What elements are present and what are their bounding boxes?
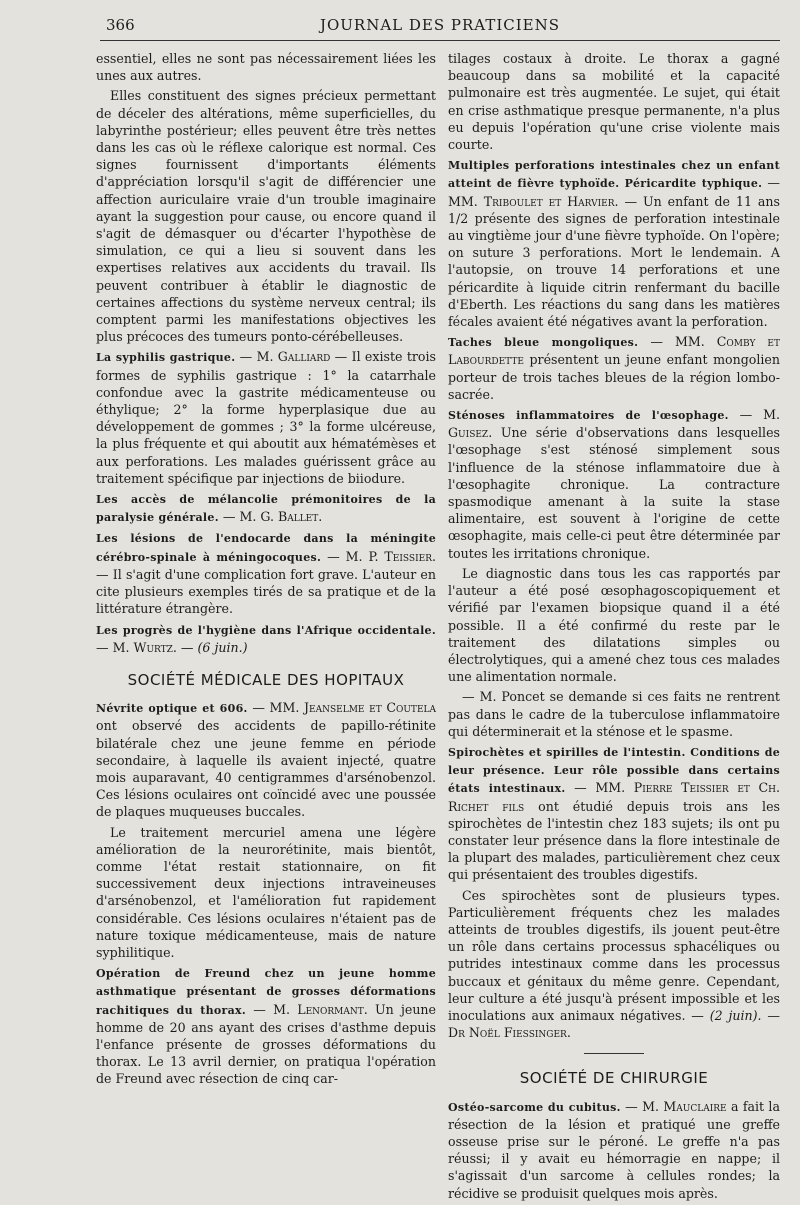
entry-title: Ostéo-sarcome du cubitus. bbox=[448, 1100, 621, 1114]
paragraph: tilages costaux à droite. Le thorax a gagné beaucoup dans sa mobilité et la capacité pulmonaire est très augmentée. Le sujet, qui était en crise asthmatique presque permanente, n'a plus eu depuis l'opération qu'une crise violente mais courte. bbox=[448, 51, 780, 153]
left-column bbox=[96, 50, 436, 1091]
running-header bbox=[100, 14, 780, 41]
abstract-entry bbox=[448, 156, 780, 330]
entry-text: a fait la résection de la lésion et pratiqué une greffe osseuse prise sur le péroné. Le greffe n'a pas réussi; il y avait eu hémorragie en nappe; il s'agissait d'un sarcome à cellules rondes; la récidive se produisit quelques mois après. bbox=[448, 1098, 780, 1201]
entry-title: Sténoses inflammatoires de l'œsophage. bbox=[448, 409, 729, 423]
entry-author: — M. Lenormant. bbox=[253, 1001, 368, 1017]
entry-author: — MM. Jeanselme et Coutela bbox=[252, 700, 436, 716]
abstract-entry bbox=[96, 964, 436, 1087]
paragraph: Le traitement mercuriel amena une légère amélioration de la neurorétinite, mais bientôt, comme l'état restait stationnaire, on fit successivement deux injections intraveineuses d'arsénobenzol, et l'amélioration fut rapidement considérable. Ces lésions oculaires n'étaient pas de nature toxique médicamenteuse, mais de nature syphilitique. bbox=[96, 824, 436, 960]
abstract-entry bbox=[96, 490, 436, 526]
entry-title: La syphilis gastrique. bbox=[96, 351, 236, 365]
abstract-entry bbox=[448, 406, 780, 562]
entry-text: — Il s'agit d'une complication fort grave. L'auteur en cite plusieurs exemples tirés de sa pratique et de la littérature étrangère. bbox=[96, 566, 436, 617]
abstract-entry bbox=[96, 348, 436, 487]
entry-title: Multiples perforations intestinales chez un enfant atteint de fièvre typhoïde. Péricardite typhique. bbox=[448, 159, 780, 191]
paragraph-text: Ces spirochètes sont de plusieurs types. Particulièrement fréquents chez les malades atteints de troubles digestifs, ils jouent peut-être un rôle dans certains processus sphacéliques ou putrides intestinaux comme dans les processus buccaux et génitaux du même genre. Cependant, leur culture a été jusqu'à présent impossible et les inoculations aux animaux négatives. bbox=[448, 887, 780, 1023]
abstract-entry bbox=[448, 1098, 780, 1202]
abstract-entry bbox=[96, 621, 436, 656]
paragraph: Elles constituent des signes précieux permettant de déceler des altérations, même superficielles, du labyrinthe postérieur; elles peuvent être très nettes dans les cas où le réflexe calorique est normal. Ces signes fournissent d'importants éléments d'appréciation lorsqu'il s'agit de différencier une affection auriculaire vraie d'un trouble imaginaire ayant la suggestion pour cause, ou encore quand il s'agit de démasquer ou d'écarter l'hypothèse de simulation, ce qui a lieu si souvent dans les expertises relatives aux accidents du travail. Ils peuvent contribuer à établir le diagnostic de certaines affections du système nerveux central; ils comptent parmi les manifestations objectives les plus précoces des tumeurs ponto-cérébelleuses. bbox=[96, 88, 436, 345]
entry-author: — M. Guisez. bbox=[448, 407, 780, 441]
entry-text: — Un enfant de 11 ans 1/2 présente des signes de perforation intestinale au vingtième jour d'une fièvre typhoïde. On l'opère; on suture 3 perforations. Mort le lendemain. A l'autopsie, on trouve 14 perforations et une péricardite à liquide citrin renfermant du bacille d'Eberth. Les réactions du sang dans les matières fécales avaient été négatives avant la perforation. bbox=[448, 193, 780, 330]
entry-author: — M. G. Ballet. bbox=[222, 509, 323, 525]
page-number: 366 bbox=[106, 16, 135, 34]
journal-title: JOURNAL DES PRATICIENS bbox=[319, 16, 561, 34]
abstract-entry bbox=[96, 699, 436, 820]
entry-title: Opération de Freund chez un jeune homme asthmatique présentant de grosses déformations rachitiques du thorax. bbox=[96, 967, 436, 1017]
entry-title: Taches bleue mongoliques. bbox=[448, 336, 639, 350]
entry-date: — (6 juin.) bbox=[180, 639, 248, 655]
right-column bbox=[448, 50, 780, 1205]
entry-text: présentent un jeune enfant mongolien porteur de trois taches bleues de la région lombo-sacrée. bbox=[448, 352, 780, 402]
entry-title: Les lésions de l'endocarde dans la méningite cérébro-spinale à méningocoques. bbox=[96, 532, 436, 564]
paragraph: — M. Poncet se demande si ces faits ne rentrent pas dans le cadre de la tuberculose inflammatoire qui déterminerait et la sténose et le spasme. bbox=[448, 689, 780, 739]
entry-title: Névrite optique et 606. bbox=[96, 702, 248, 716]
abstract-entry bbox=[448, 743, 780, 884]
paragraph: Le diagnostic dans tous les cas rapportés par l'auteur a été posé œsophagoscopiquement et vérifié par l'examen biopsique quand il a été possible. Il a été confirmé du reste par le traitement des dilatations simples ou électrolytiques, qui a amené chez tous ces malades une alimentation normale. bbox=[448, 565, 780, 685]
entry-author: — M. Galliard — bbox=[239, 349, 348, 365]
section-heading: SOCIÉTÉ DE CHIRURGIE bbox=[519, 1069, 709, 1088]
entry-author: — MM. Triboulet et Harvier. bbox=[448, 175, 780, 209]
entry-text: Il existe trois formes de syphilis gastrique : 1° la catarrhale confondue avec la gastrite médicamenteuse ou éthylique; 2° la forme hyperplasique due au développement de gommes ; 3° la forme ulcéreuse, la plus fréquente et qui aboutit aux hématémèses et aux perforations. Les malades guérissent grâce au traitement spécifique par injections de biiodure. bbox=[96, 349, 436, 486]
entry-date: — (2 juin). bbox=[691, 1007, 762, 1023]
abstract-entry bbox=[448, 333, 780, 403]
entry-author: — M. Wurtz. bbox=[96, 639, 177, 655]
entry-title: Spirochètes et spirilles de l'intestin. Conditions de leur présence. Leur rôle possible dans certains états intestinaux. bbox=[448, 745, 780, 796]
paragraph: essentiel, elles ne sont pas nécessairement liées les unes aux autres. bbox=[96, 51, 436, 84]
entry-text: Un jeune homme de 20 ans ayant des crises d'asthme depuis l'enfance présente de grosses déformations du thorax. Le 13 avril dernier, on pratiqua l'opération de Freund avec résection de cinq car- bbox=[96, 1001, 436, 1087]
entry-author: — MM. Comby et Labourdette bbox=[448, 334, 780, 368]
entry-text: ont étudié depuis trois ans les spirochètes de l'intestin chez 183 sujets; ils ont pu constater leur présence dans la flore intestinale de la plupart des malades, particulièrement chez ceux qui présentaient des troubles digestifs. bbox=[448, 798, 780, 883]
signature: — Dr Noël Fiessinger. bbox=[448, 1007, 780, 1041]
abstract-entry bbox=[96, 529, 436, 617]
entry-title: Les progrès de l'hygiène dans l'Afrique occidentale. bbox=[96, 623, 436, 637]
section-heading: SOCIÉTÉ MÉDICALE DES HOPITAUX bbox=[127, 670, 405, 689]
divider bbox=[584, 1053, 644, 1054]
entry-author: — MM. Pierre Teissier et Ch. Richet fils bbox=[448, 780, 780, 814]
entry-text: ont observé des accidents de papillo-rétinite bilatérale chez une jeune femme en période secondaire, à laquelle ils avaient injecté, quatre mois auparavant, 40 centigrammes d'arsénobenzol. Ces lésions oculaires ont coïncidé avec une poussée de plaques muqueuses buccales. bbox=[96, 718, 436, 820]
entry-title: Les accès de mélancolie prémonitoires de la paralysie générale. bbox=[96, 493, 436, 525]
entry-author: — M. Mauclaire bbox=[625, 1098, 727, 1114]
entry-author: — M. P. Teissier. bbox=[327, 548, 437, 564]
entry-text: Une série d'observations dans lesquelles l'œsophage s'est sténosé simplement sous l'influence de la sténose inflammatoire due à l'œsophagite chronique. La contracture spasmodique amenant à la suite la stase alimentaire, est souvent à l'origine de cette œsophagite, mais celle-ci peut être déterminée par toutes les irritations chronique. bbox=[448, 425, 780, 561]
paragraph bbox=[448, 887, 780, 1042]
